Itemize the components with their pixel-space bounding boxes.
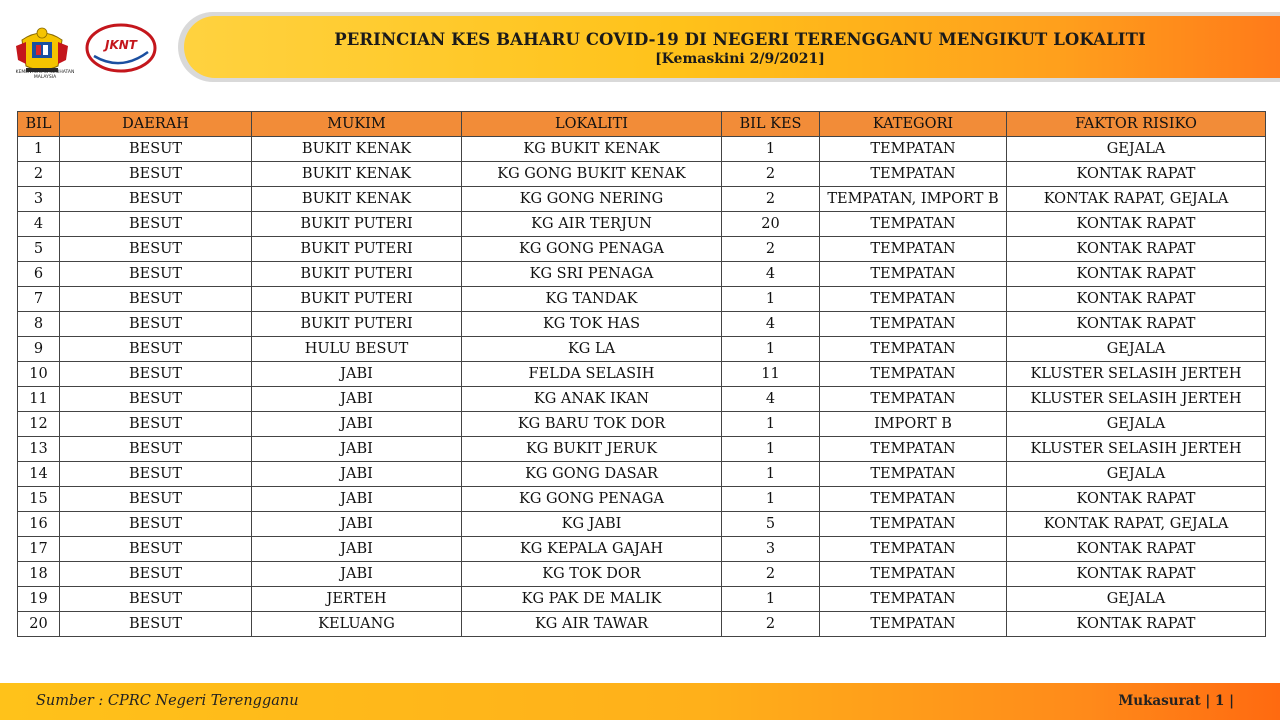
cell-mukim: BUKIT PUTERI — [252, 312, 462, 337]
cell-daerah: BESUT — [60, 412, 252, 437]
cell-lokaliti: KG TOK DOR — [462, 562, 722, 587]
cell-lokaliti: KG GONG PENAGA — [462, 487, 722, 512]
cell-faktor-risiko: GEJALA — [1007, 337, 1266, 362]
cell-daerah: BESUT — [60, 437, 252, 462]
cell-bil-kes: 11 — [722, 362, 820, 387]
cell-kategori: TEMPATAN — [820, 262, 1007, 287]
cell-mukim: BUKIT PUTERI — [252, 287, 462, 312]
cell-daerah: BESUT — [60, 587, 252, 612]
cell-faktor-risiko: KONTAK RAPAT — [1007, 212, 1266, 237]
table-row — [18, 237, 1266, 262]
cell-lokaliti: KG KEPALA GAJAH — [462, 537, 722, 562]
cell-bil-kes: 20 — [722, 212, 820, 237]
cell-lokaliti: KG GONG NERING — [462, 187, 722, 212]
cell-faktor-risiko: KONTAK RAPAT — [1007, 312, 1266, 337]
cell-bil: 18 — [18, 562, 60, 587]
cell-kategori: TEMPATAN — [820, 562, 1007, 587]
cell-mukim: HULU BESUT — [252, 337, 462, 362]
cell-kategori: TEMPATAN — [820, 137, 1007, 162]
jknt-logo — [84, 22, 158, 74]
header-daerah: DAERAH — [60, 112, 252, 137]
cell-bil: 5 — [18, 237, 60, 262]
source-note: Sumber : CPRC Negeri Terengganu — [36, 693, 299, 709]
table-row — [18, 487, 1266, 512]
cell-kategori: TEMPATAN — [820, 362, 1007, 387]
table-header-row — [18, 112, 1266, 137]
jknt-logo-text: JKNT — [105, 38, 137, 52]
table-row — [18, 312, 1266, 337]
cell-bil: 6 — [18, 262, 60, 287]
kkm-logo-caption: KEMENTERIAN KESIHATAN MALAYSIA — [15, 70, 75, 80]
cell-faktor-risiko: KONTAK RAPAT — [1007, 262, 1266, 287]
table-row — [18, 362, 1266, 387]
cell-bil-kes: 2 — [722, 187, 820, 212]
cell-lokaliti: KG TANDAK — [462, 287, 722, 312]
cell-lokaliti: FELDA SELASIH — [462, 362, 722, 387]
cell-bil: 14 — [18, 462, 60, 487]
cell-kategori: TEMPATAN — [820, 312, 1007, 337]
header-kategori: KATEGORI — [820, 112, 1007, 137]
header-mukim: MUKIM — [252, 112, 462, 137]
cell-faktor-risiko: GEJALA — [1007, 137, 1266, 162]
cell-lokaliti: KG TOK HAS — [462, 312, 722, 337]
cell-daerah: BESUT — [60, 187, 252, 212]
cell-daerah: BESUT — [60, 487, 252, 512]
cell-mukim: KELUANG — [252, 612, 462, 637]
cell-bil-kes: 2 — [722, 237, 820, 262]
cell-kategori: TEMPATAN — [820, 587, 1007, 612]
cell-faktor-risiko: KONTAK RAPAT — [1007, 537, 1266, 562]
cell-mukim: BUKIT KENAK — [252, 162, 462, 187]
cell-kategori: TEMPATAN — [820, 337, 1007, 362]
table-row — [18, 162, 1266, 187]
cell-faktor-risiko: GEJALA — [1007, 587, 1266, 612]
cell-daerah: BESUT — [60, 612, 252, 637]
cell-faktor-risiko: KONTAK RAPAT — [1007, 237, 1266, 262]
cell-kategori: TEMPATAN — [820, 612, 1007, 637]
page-number: Mukasurat | 1 | — [1118, 693, 1234, 709]
cell-lokaliti: KG SRI PENAGA — [462, 262, 722, 287]
cell-mukim: JABI — [252, 387, 462, 412]
cell-lokaliti: KG JABI — [462, 512, 722, 537]
cell-bil-kes: 2 — [722, 612, 820, 637]
cell-bil-kes: 4 — [722, 387, 820, 412]
cell-kategori: TEMPATAN — [820, 462, 1007, 487]
header — [0, 0, 1280, 92]
cell-mukim: JERTEH — [252, 587, 462, 612]
table-row — [18, 337, 1266, 362]
header-lokaliti: LOKALITI — [462, 112, 722, 137]
cell-bil: 10 — [18, 362, 60, 387]
cell-bil-kes: 1 — [722, 462, 820, 487]
cell-kategori: TEMPATAN, IMPORT B — [820, 187, 1007, 212]
cell-faktor-risiko: KONTAK RAPAT — [1007, 287, 1266, 312]
cell-bil-kes: 1 — [722, 412, 820, 437]
cell-mukim: JABI — [252, 437, 462, 462]
cell-lokaliti: KG AIR TAWAR — [462, 612, 722, 637]
cell-kategori: TEMPATAN — [820, 212, 1007, 237]
cell-bil: 19 — [18, 587, 60, 612]
cell-faktor-risiko: KLUSTER SELASIH JERTEH — [1007, 362, 1266, 387]
header-bil-kes: BIL KES — [722, 112, 820, 137]
cell-bil-kes: 5 — [722, 512, 820, 537]
cell-lokaliti: KG AIR TERJUN — [462, 212, 722, 237]
cell-bil: 2 — [18, 162, 60, 187]
table-row — [18, 287, 1266, 312]
cell-kategori: TEMPATAN — [820, 387, 1007, 412]
cell-bil: 11 — [18, 387, 60, 412]
table-row — [18, 562, 1266, 587]
cell-daerah: BESUT — [60, 362, 252, 387]
cell-mukim: BUKIT KENAK — [252, 137, 462, 162]
cell-mukim: BUKIT PUTERI — [252, 262, 462, 287]
page-title: PERINCIAN KES BAHARU COVID-19 DI NEGERI TERENGGANU MENGIKUT LOKALITI — [334, 30, 1146, 49]
cell-mukim: JABI — [252, 562, 462, 587]
table-row — [18, 587, 1266, 612]
cell-lokaliti: KG LA — [462, 337, 722, 362]
cell-daerah: BESUT — [60, 262, 252, 287]
cell-faktor-risiko: KONTAK RAPAT, GEJALA — [1007, 512, 1266, 537]
cell-bil-kes: 1 — [722, 587, 820, 612]
cell-kategori: TEMPATAN — [820, 287, 1007, 312]
cell-daerah: BESUT — [60, 312, 252, 337]
cell-kategori: IMPORT B — [820, 412, 1007, 437]
cell-bil: 7 — [18, 287, 60, 312]
table-row — [18, 387, 1266, 412]
cell-bil-kes: 2 — [722, 162, 820, 187]
cell-bil-kes: 3 — [722, 537, 820, 562]
cell-bil: 15 — [18, 487, 60, 512]
table-row — [18, 437, 1266, 462]
cell-bil: 4 — [18, 212, 60, 237]
cell-faktor-risiko: KONTAK RAPAT — [1007, 612, 1266, 637]
cell-bil-kes: 1 — [722, 137, 820, 162]
cell-mukim: JABI — [252, 487, 462, 512]
cell-mukim: BUKIT PUTERI — [252, 237, 462, 262]
cell-lokaliti: KG ANAK IKAN — [462, 387, 722, 412]
cell-faktor-risiko: GEJALA — [1007, 462, 1266, 487]
cell-bil: 8 — [18, 312, 60, 337]
table-row — [18, 612, 1266, 637]
footer — [0, 683, 1280, 720]
cell-mukim: JABI — [252, 537, 462, 562]
cell-bil: 13 — [18, 437, 60, 462]
cell-bil-kes: 1 — [722, 287, 820, 312]
cell-daerah: BESUT — [60, 537, 252, 562]
cell-bil: 3 — [18, 187, 60, 212]
cell-bil: 12 — [18, 412, 60, 437]
cell-lokaliti: KG BARU TOK DOR — [462, 412, 722, 437]
cell-bil: 1 — [18, 137, 60, 162]
cell-bil: 16 — [18, 512, 60, 537]
cell-bil-kes: 1 — [722, 437, 820, 462]
cell-daerah: BESUT — [60, 137, 252, 162]
cell-kategori: TEMPATAN — [820, 537, 1007, 562]
table-row — [18, 412, 1266, 437]
header-bil: BIL — [18, 112, 60, 137]
cell-bil: 17 — [18, 537, 60, 562]
table-row — [18, 212, 1266, 237]
header-faktor-risiko: FAKTOR RISIKO — [1007, 112, 1266, 137]
cell-bil-kes: 1 — [722, 487, 820, 512]
cell-mukim: BUKIT KENAK — [252, 187, 462, 212]
cell-faktor-risiko: KONTAK RAPAT — [1007, 487, 1266, 512]
cell-daerah: BESUT — [60, 387, 252, 412]
cell-bil-kes: 2 — [722, 562, 820, 587]
cell-faktor-risiko: KLUSTER SELASIH JERTEH — [1007, 437, 1266, 462]
table-body — [18, 137, 1266, 637]
cell-kategori: TEMPATAN — [820, 162, 1007, 187]
cell-lokaliti: KG GONG BUKIT KENAK — [462, 162, 722, 187]
cell-lokaliti: KG PAK DE MALIK — [462, 587, 722, 612]
cell-daerah: BESUT — [60, 462, 252, 487]
cell-bil-kes: 4 — [722, 262, 820, 287]
cell-mukim: JABI — [252, 412, 462, 437]
page-subtitle: [Kemaskini 2/9/2021] — [655, 51, 825, 67]
cell-lokaliti: KG GONG PENAGA — [462, 237, 722, 262]
cell-mukim: JABI — [252, 512, 462, 537]
cell-mukim: BUKIT PUTERI — [252, 212, 462, 237]
table-row — [18, 187, 1266, 212]
cell-faktor-risiko: KLUSTER SELASIH JERTEH — [1007, 387, 1266, 412]
table-row — [18, 512, 1266, 537]
cell-kategori: TEMPATAN — [820, 237, 1007, 262]
cell-kategori: TEMPATAN — [820, 512, 1007, 537]
cell-mukim: JABI — [252, 362, 462, 387]
table-row — [18, 462, 1266, 487]
cell-faktor-risiko: KONTAK RAPAT — [1007, 162, 1266, 187]
cell-lokaliti: KG GONG DASAR — [462, 462, 722, 487]
cell-bil-kes: 1 — [722, 337, 820, 362]
cell-faktor-risiko: GEJALA — [1007, 412, 1266, 437]
cell-daerah: BESUT — [60, 512, 252, 537]
cell-daerah: BESUT — [60, 162, 252, 187]
cases-table — [17, 111, 1266, 637]
cell-lokaliti: KG BUKIT KENAK — [462, 137, 722, 162]
cell-daerah: BESUT — [60, 212, 252, 237]
cell-kategori: TEMPATAN — [820, 437, 1007, 462]
cell-daerah: BESUT — [60, 337, 252, 362]
cell-faktor-risiko: KONTAK RAPAT, GEJALA — [1007, 187, 1266, 212]
cell-daerah: BESUT — [60, 237, 252, 262]
cell-mukim: JABI — [252, 462, 462, 487]
table-row — [18, 262, 1266, 287]
cell-daerah: BESUT — [60, 287, 252, 312]
cell-bil-kes: 4 — [722, 312, 820, 337]
table-row — [18, 137, 1266, 162]
table-row — [18, 537, 1266, 562]
cell-bil: 20 — [18, 612, 60, 637]
cell-lokaliti: KG BUKIT JERUK — [462, 437, 722, 462]
cell-kategori: TEMPATAN — [820, 487, 1007, 512]
cell-bil: 9 — [18, 337, 60, 362]
cell-daerah: BESUT — [60, 562, 252, 587]
cell-faktor-risiko: KONTAK RAPAT — [1007, 562, 1266, 587]
